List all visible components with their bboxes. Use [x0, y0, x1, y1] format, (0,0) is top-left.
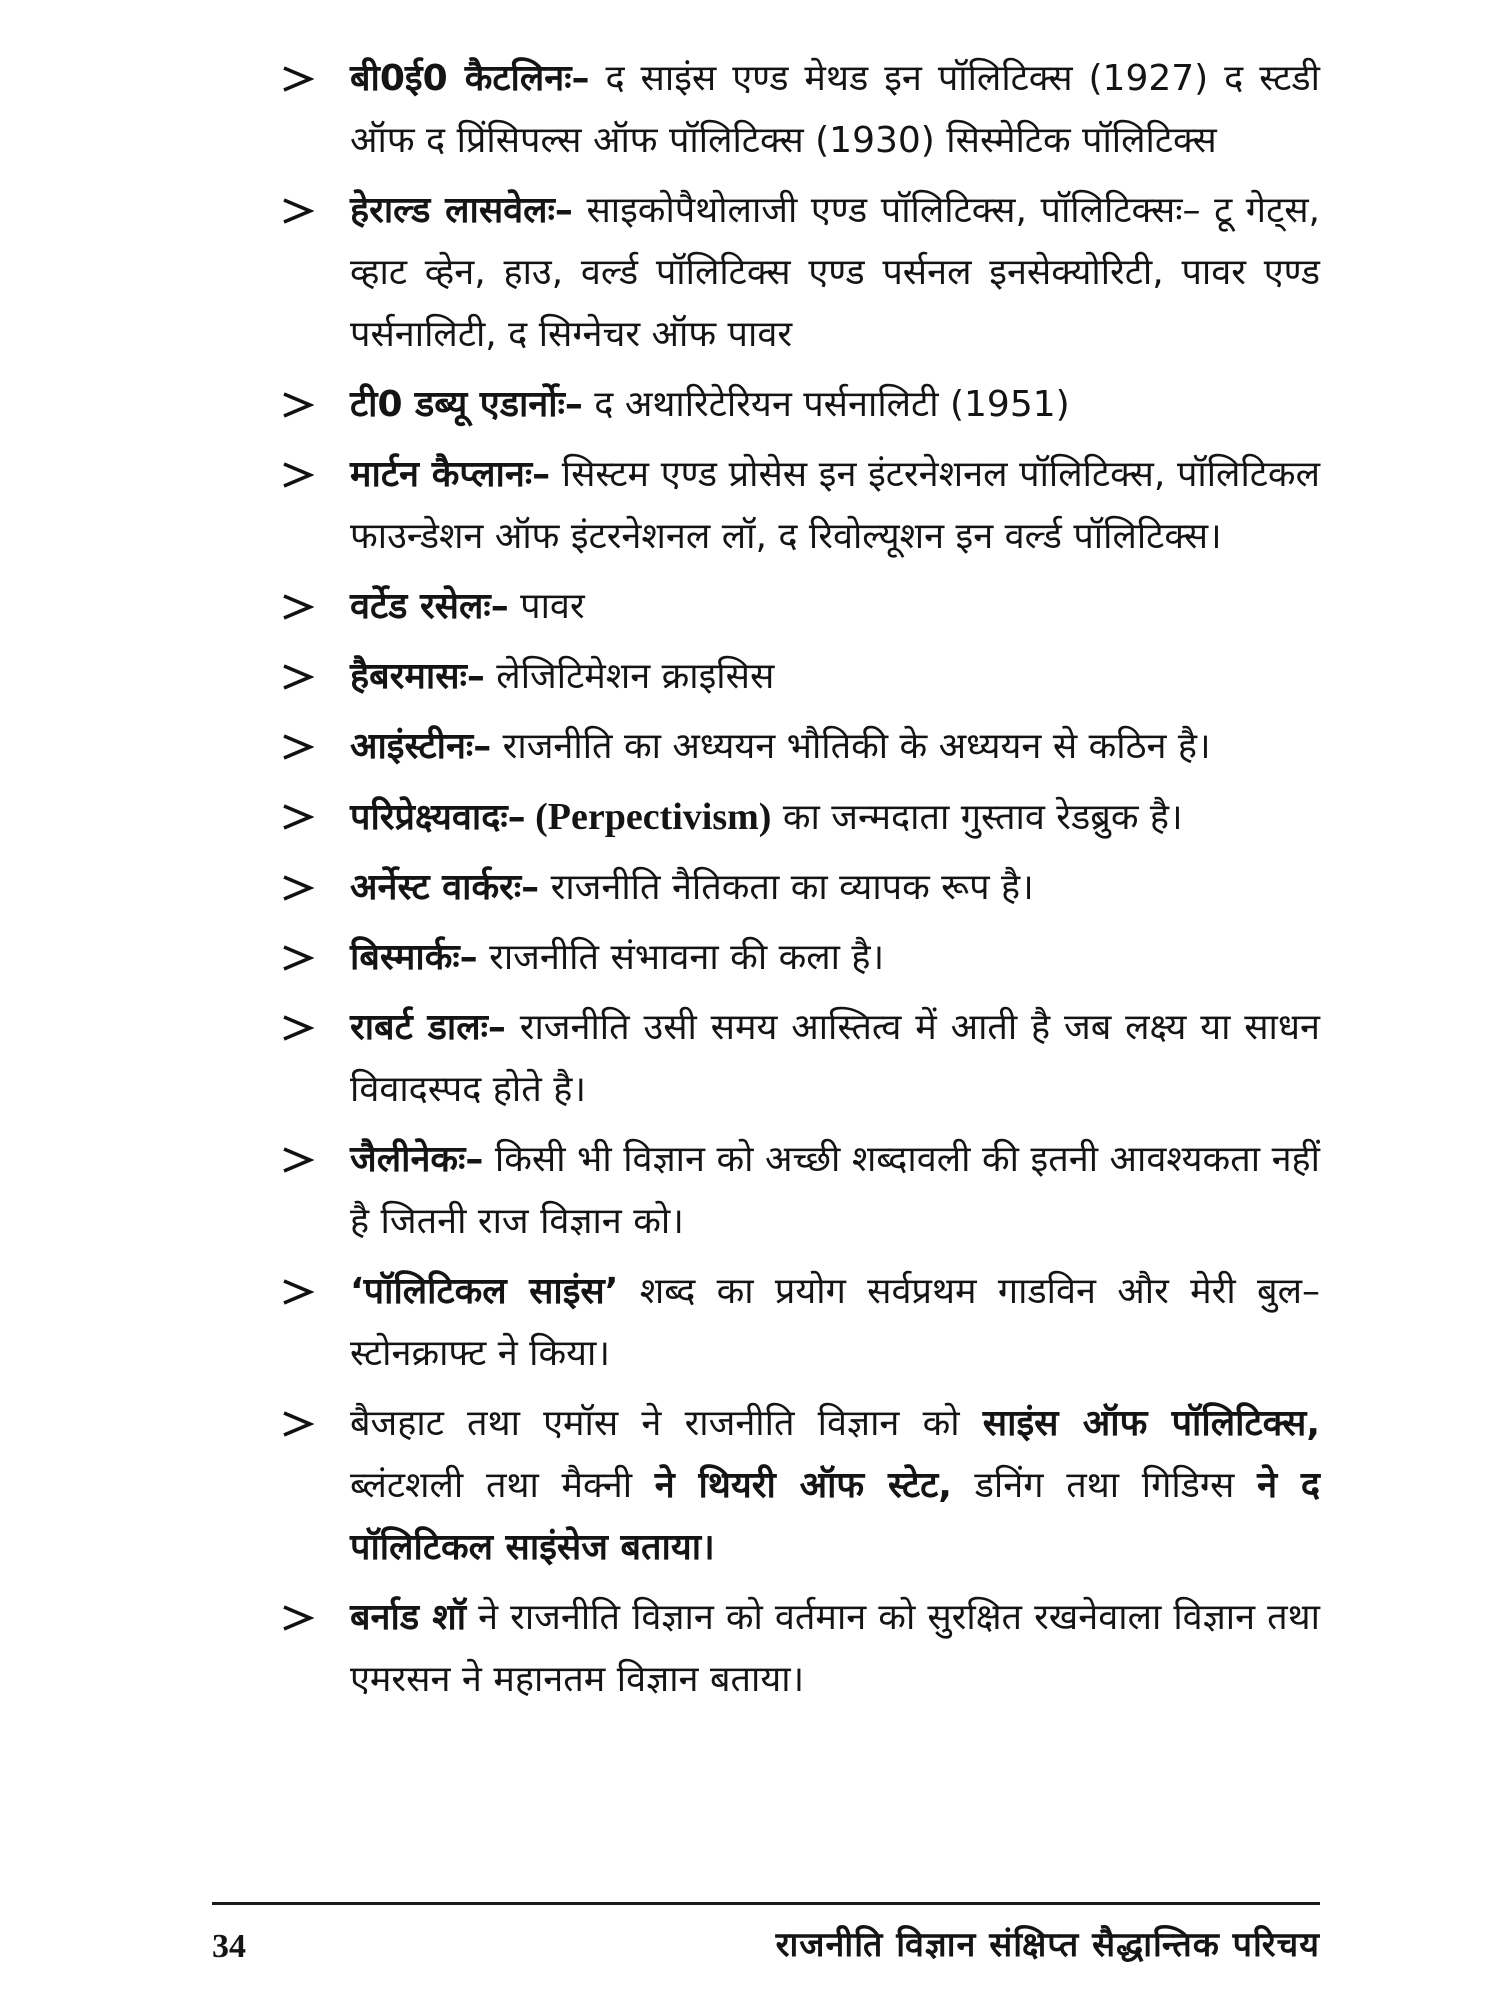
item-text: राजनीति का अध्ययन भौतिकी के अध्ययन से कठिन है।: [491, 726, 1211, 767]
item-text: डनिंग तथा गिडिग्स: [951, 1465, 1258, 1506]
item-text: राजनीति संभावना की कला है।: [477, 937, 885, 978]
list-item: [280, 646, 1320, 708]
arrow-bullet-icon: [280, 1393, 324, 1455]
author-name: राबर्ट डालः–: [350, 1007, 506, 1048]
author-name: आइंस्टीनः–: [350, 726, 492, 767]
item-text: साइकोपैथोलाजी एण्ड पॉलिटिक्स, पॉलिटिक्सः– टू गेट्स, व्हाट व्हेन, हाउ, वर्ल्ड पॉलिटिक्स एण्ड पर्सनल इनसेक्योरिटी, पावर एण्ड पर्सनालिटी, द सिग्नेचर ऑफ पावर: [350, 190, 1320, 355]
item-text: किसी भी विज्ञान को अच्छी शब्दावली की इतनी आवश्यकता नहीं है जितनी राज विज्ञान को।: [350, 1139, 1320, 1242]
list-item: [280, 1129, 1320, 1253]
author-name: बी0ई0 कैटलिनः–: [350, 58, 590, 99]
list-item: [280, 716, 1320, 778]
list-item: [280, 997, 1320, 1121]
latin-term: (Perpectivism): [525, 796, 772, 838]
arrow-bullet-icon: [280, 786, 324, 848]
author-name: जैलीनेकः–: [350, 1139, 484, 1180]
list-item: [280, 444, 1320, 568]
running-title: राजनीति विज्ञान संक्षिप्त सैद्धान्तिक परिचय: [775, 1925, 1320, 1965]
arrow-bullet-icon: [280, 1587, 324, 1649]
bold-term: ने द पॉलिटिकल साइंसेज बताया।: [350, 1465, 1320, 1568]
list-item: [280, 927, 1320, 989]
list-item: [280, 1393, 1320, 1579]
author-name: वर्टेड रसेलः–: [350, 586, 509, 627]
author-name: अर्नेस्ट वार्करः–: [350, 867, 540, 908]
item-text: का जन्मदाता गुस्ताव रेडब्रुक है।: [771, 797, 1183, 838]
list-item: [280, 576, 1320, 638]
author-name: मार्टन कैप्लानः–: [350, 454, 551, 495]
item-text: बैजहाट तथा एमॉस ने राजनीति विज्ञान को: [350, 1403, 983, 1444]
arrow-bullet-icon: [280, 1129, 324, 1191]
arrow-bullet-icon: [280, 927, 324, 989]
list-item: [280, 48, 1320, 172]
bold-term: साइंस ऑफ पॉलिटिक्स,: [982, 1403, 1321, 1444]
arrow-bullet-icon: [280, 374, 324, 436]
item-text: सिस्टम एण्ड प्रोसेस इन इंटरनेशनल पॉलिटिक्स, पॉलिटिकल फाउन्डेशन ऑफ इंटरनेशनल लॉ, द रिवोल्यूशन इन वर्ल्ड पॉलिटिक्स।: [350, 454, 1320, 557]
arrow-bullet-icon: [280, 716, 324, 778]
list-item: [280, 1587, 1320, 1711]
arrow-bullet-icon: [280, 48, 324, 110]
author-name: हैबरमासः–: [350, 656, 485, 697]
arrow-bullet-icon: [280, 576, 324, 638]
item-text: राजनीति उसी समय आस्तित्व में आती है जब लक्ष्य या साधन विवादस्पद होते है।: [350, 1007, 1320, 1110]
list-item: [280, 1261, 1320, 1385]
item-text: द साइंस एण्ड मेथड इन पॉलिटिक्स (1927) द स्टडी ऑफ द प्रिंसिपल्स ऑफ पॉलिटिक्स (1930) सिस्मेटिक पॉलिटिक्स: [350, 58, 1321, 161]
arrow-bullet-icon: [280, 1261, 324, 1323]
item-text: ब्लंटशली तथा मैक्नी: [350, 1465, 655, 1506]
footer-divider: [212, 1902, 1320, 1905]
item-text: राजनीति नैतिकता का व्यापक रूप है।: [539, 867, 1034, 908]
arrow-bullet-icon: [280, 997, 324, 1059]
list-item: [280, 374, 1320, 436]
arrow-bullet-icon: [280, 180, 324, 242]
arrow-bullet-icon: [280, 444, 324, 506]
list-item: [280, 180, 1320, 366]
author-name: बिस्मार्कः–: [350, 937, 478, 978]
term-name: परिप्रेक्ष्यवादः–: [350, 797, 526, 838]
arrow-bullet-icon: [280, 857, 324, 919]
bullet-list: [280, 48, 1320, 1719]
item-text: ने राजनीति विज्ञान को वर्तमान को सुरक्षित रखनेवाला विज्ञान तथा एमरसन ने महानतम विज्ञान बताया।: [350, 1597, 1320, 1700]
term-name: ‘पॉलिटिकल साइंस’: [350, 1271, 619, 1312]
item-text: पावर: [508, 586, 585, 627]
arrow-bullet-icon: [280, 646, 324, 708]
author-name: हेराल्ड लासवेलः–: [350, 190, 573, 231]
item-text: लेजिटिमेशन क्राइसिस: [484, 656, 775, 697]
author-name: टी0 डब्यू एडार्नोः–: [350, 384, 583, 425]
list-item: [280, 786, 1320, 849]
page-number: 34: [212, 1928, 246, 1965]
bold-term: ने थियरी ऑफ स्टेट,: [654, 1465, 952, 1506]
list-item: [280, 857, 1320, 919]
item-text: द अथारिटेरियन पर्सनालिटी (1951): [582, 384, 1070, 425]
author-name: बर्नाड शॉ: [350, 1597, 467, 1638]
item-text: शब्द का प्रयोग सर्वप्रथम गाडविन और मेरी बुल–स्टोनक्राफ्ट ने किया।: [350, 1271, 1320, 1374]
